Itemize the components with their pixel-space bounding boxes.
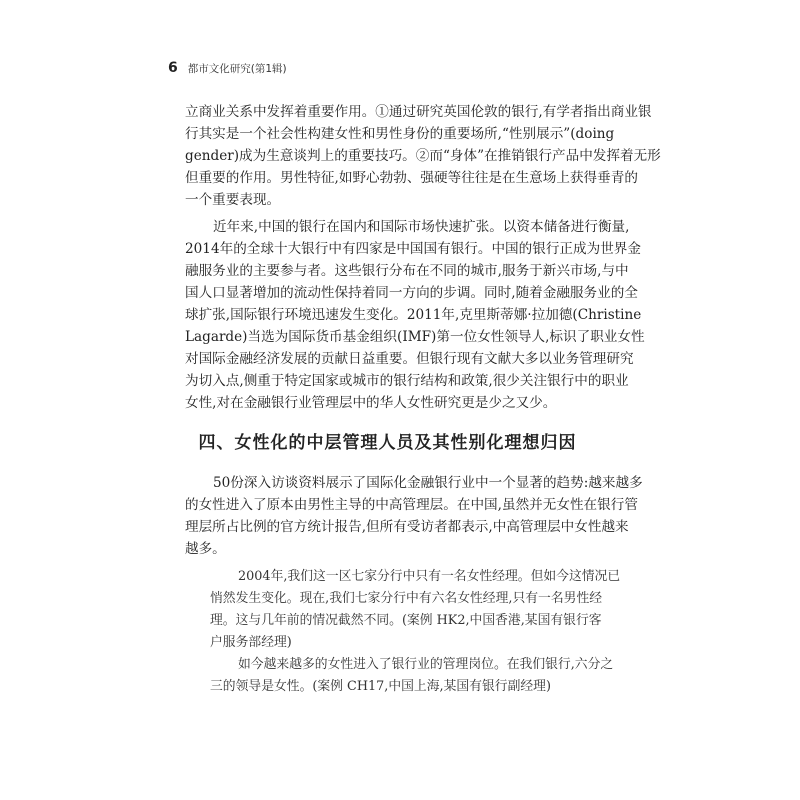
text-line: 球扩张,国际银行环境迅速发生变化。2011年,克里斯蒂娜·拉加德(Christine	[185, 307, 642, 323]
quote-line: 悄然发生变化。现在,我们七家分行中有六名女性经理,只有一名男性经	[210, 591, 603, 606]
text-line: 但重要的作用。男性特征,如野心勃勃、强硬等往往是在生意场上获得垂青的	[185, 170, 638, 186]
text-line: 对国际金融经济发展的贡献日益重要。但银行现有文献大多以业务管理研究	[185, 351, 634, 367]
section-heading: 四、女性化的中层管理人员及其性别化理想归因	[198, 433, 577, 453]
text-line: 2014年的全球十大银行中有四家是中国国有银行。中国的银行正成为世界金	[185, 241, 641, 257]
text-line: 50份深入访谈资料展示了国际化金融银行业中一个显著的趋势:越来越多	[213, 475, 643, 491]
text-line: gender)成为生意谈判上的重要技巧。②而“身体”在推销银行产品中发挥着无形	[185, 148, 661, 164]
text-line: 女性,对在金融银行业管理层中的华人女性研究更是少之又少。	[185, 395, 557, 411]
interview-quotes	[210, 566, 621, 698]
running-title: 都市文化研究(第1辑)	[187, 63, 287, 75]
paragraph-3	[185, 472, 643, 560]
text-line: 融服务业的主要参与者。这些银行分布在不同的城市,服务于新兴市场,与中	[185, 263, 629, 279]
running-header	[168, 60, 287, 76]
quote-line: 如今越来越多的女性进入了银行业的管理岗位。在我们银行,六分之	[238, 657, 614, 672]
page-number: 6	[168, 60, 178, 76]
text-line: 一个重要表现。	[185, 192, 281, 208]
text-line: 的女性进入了原本由男性主导的中高管理层。在中国,虽然并无女性在银行管	[185, 497, 638, 513]
text-line: 越多。	[185, 541, 226, 557]
quote-line: 2004年,我们这一区七家分行中只有一名女性经理。但如今这情况已	[238, 569, 621, 584]
quote-line: 户服务部经理)	[210, 635, 292, 650]
quote-line: 三的领导是女性。(案例 CH17,中国上海,某国有银行副经理)	[210, 679, 551, 694]
text-line: Lagarde)当选为国际货币基金组织(IMF)第一位女性领导人,标识了职业女性	[185, 329, 645, 345]
text-line: 立商业关系中发挥着重要作用。①通过研究英国伦敦的银行,有学者指出商业银	[185, 104, 652, 120]
paragraph-2	[185, 216, 645, 414]
text-line: 国人口显著增加的流动性保持着同一方向的步调。同时,随着金融服务业的全	[185, 285, 638, 301]
text-line: 近年来,中国的银行在国内和国际市场快速扩张。以资本储备进行衡量,	[213, 219, 630, 235]
paragraph-1	[185, 101, 661, 211]
text-line: 行其实是一个社会性构建女性和男性身份的重要场所,“性别展示”(doing	[185, 126, 615, 142]
text-line: 为切入点,侧重于特定国家或城市的银行结构和政策,很少关注银行中的职业	[185, 373, 629, 389]
quote-line: 理。这与几年前的情况截然不同。(案例 HK2,中国香港,某国有银行客	[210, 613, 602, 628]
text-line: 理层所占比例的官方统计报告,但所有受访者都表示,中高管理层中女性越来	[185, 519, 629, 535]
